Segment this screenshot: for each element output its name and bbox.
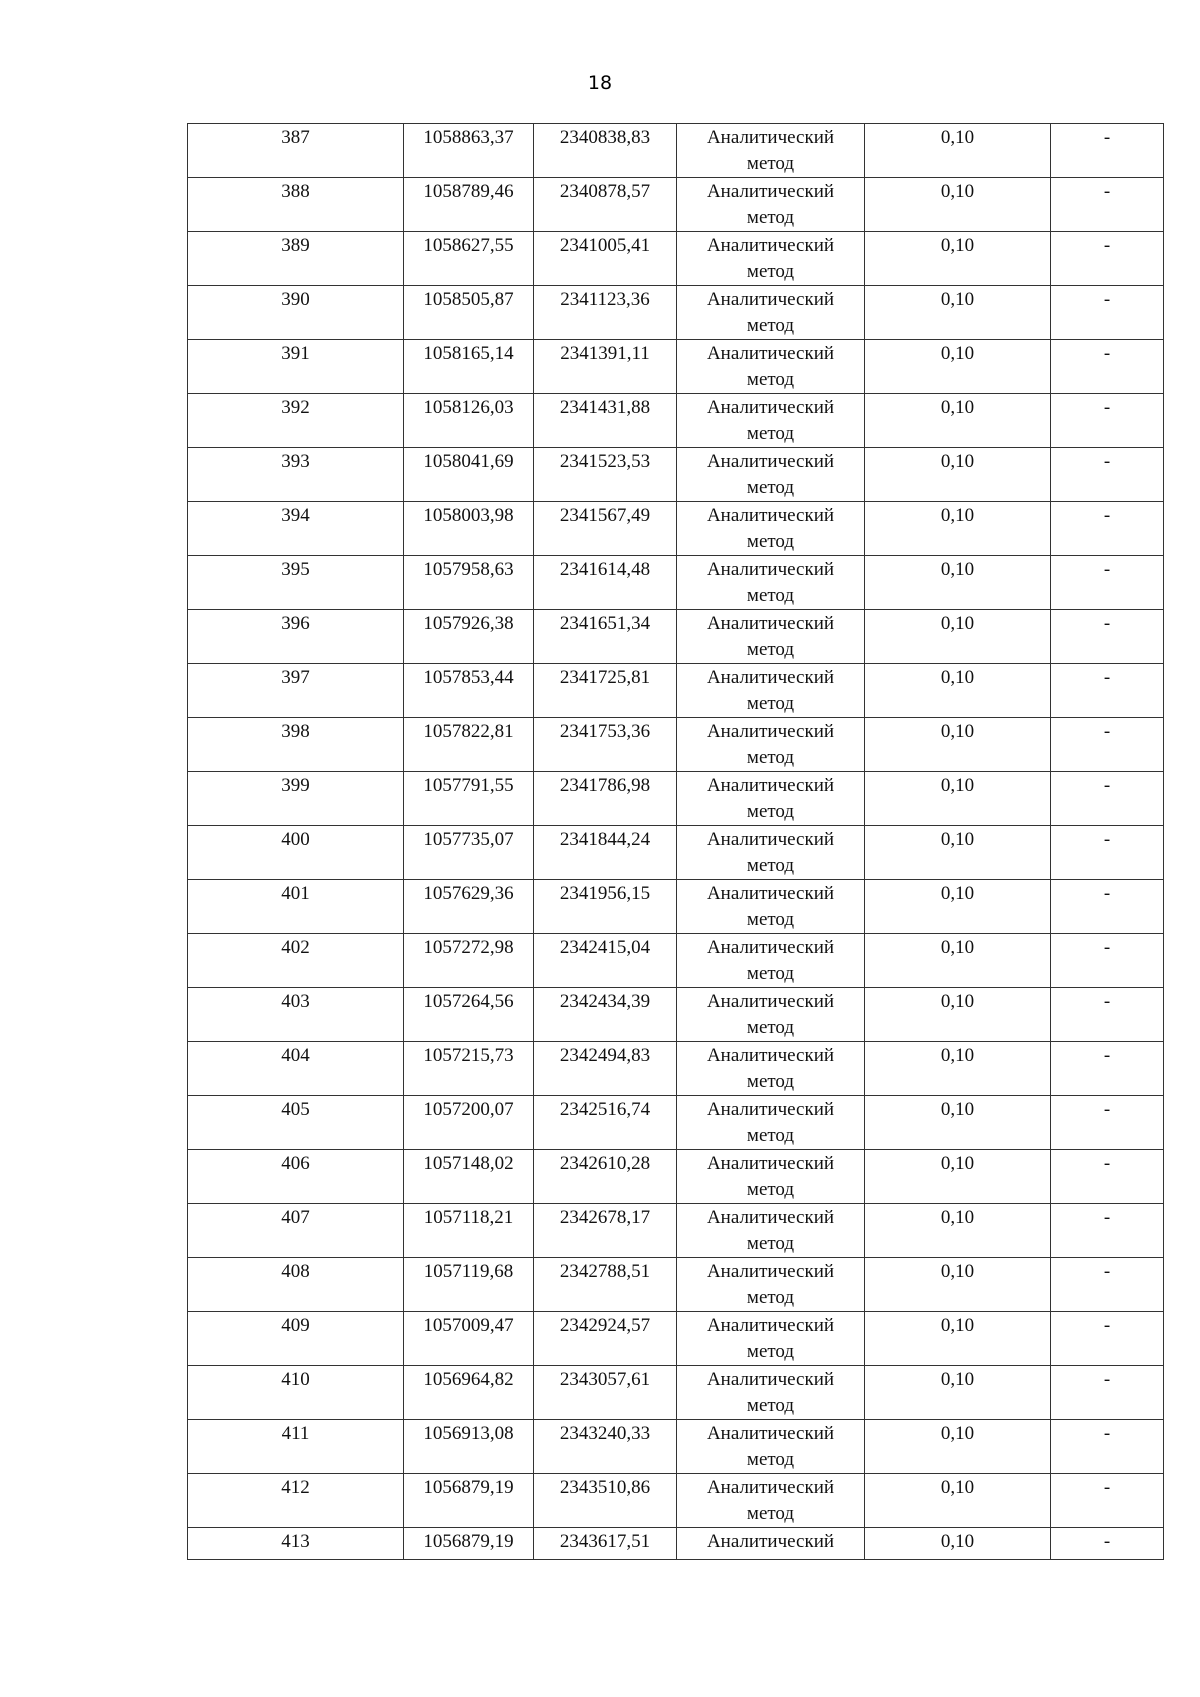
point-number-cell: 393 [188, 448, 404, 502]
point-number-cell: 405 [188, 1096, 404, 1150]
table-row [188, 664, 1164, 718]
note-cell: - [1051, 772, 1164, 826]
accuracy-cell: 0,10 [865, 394, 1051, 448]
accuracy-cell: 0,10 [865, 1258, 1051, 1312]
x-coordinate-cell: 1056879,19 [404, 1474, 534, 1528]
y-coordinate-cell: 2342610,28 [534, 1150, 677, 1204]
accuracy-cell: 0,10 [865, 988, 1051, 1042]
note-cell: - [1051, 1204, 1164, 1258]
x-coordinate-cell: 1058003,98 [404, 502, 534, 556]
table-row [188, 394, 1164, 448]
x-coordinate-cell: 1057629,36 [404, 880, 534, 934]
x-coordinate-cell: 1057148,02 [404, 1150, 534, 1204]
y-coordinate-cell: 2341123,36 [534, 286, 677, 340]
method-cell: Аналитический метод [677, 502, 865, 556]
point-number-cell: 407 [188, 1204, 404, 1258]
y-coordinate-cell: 2342415,04 [534, 934, 677, 988]
table-row [188, 1150, 1164, 1204]
accuracy-cell: 0,10 [865, 1204, 1051, 1258]
x-coordinate-cell: 1057272,98 [404, 934, 534, 988]
point-number-cell: 403 [188, 988, 404, 1042]
y-coordinate-cell: 2342924,57 [534, 1312, 677, 1366]
method-cell: Аналитический метод [677, 610, 865, 664]
table-row [188, 1474, 1164, 1528]
point-number-cell: 408 [188, 1258, 404, 1312]
y-coordinate-cell: 2341431,88 [534, 394, 677, 448]
method-cell: Аналитический метод [677, 448, 865, 502]
coordinates-table-body [188, 124, 1164, 1560]
accuracy-cell: 0,10 [865, 340, 1051, 394]
y-coordinate-cell: 2343617,51 [534, 1528, 677, 1560]
method-cell: Аналитический метод [677, 394, 865, 448]
method-cell: Аналитический метод [677, 1366, 865, 1420]
accuracy-cell: 0,10 [865, 664, 1051, 718]
y-coordinate-cell: 2341725,81 [534, 664, 677, 718]
accuracy-cell: 0,10 [865, 772, 1051, 826]
accuracy-cell: 0,10 [865, 880, 1051, 934]
table-row [188, 1420, 1164, 1474]
y-coordinate-cell: 2342434,39 [534, 988, 677, 1042]
y-coordinate-cell: 2343240,33 [534, 1420, 677, 1474]
method-cell: Аналитический метод [677, 1150, 865, 1204]
x-coordinate-cell: 1058041,69 [404, 448, 534, 502]
accuracy-cell: 0,10 [865, 178, 1051, 232]
table-row [188, 1042, 1164, 1096]
note-cell: - [1051, 934, 1164, 988]
table-row [188, 1258, 1164, 1312]
method-cell: Аналитический метод [677, 664, 865, 718]
y-coordinate-cell: 2341956,15 [534, 880, 677, 934]
accuracy-cell: 0,10 [865, 232, 1051, 286]
x-coordinate-cell: 1058789,46 [404, 178, 534, 232]
accuracy-cell: 0,10 [865, 1150, 1051, 1204]
point-number-cell: 412 [188, 1474, 404, 1528]
table-row [188, 178, 1164, 232]
note-cell: - [1051, 286, 1164, 340]
accuracy-cell: 0,10 [865, 502, 1051, 556]
method-cell: Аналитический метод [677, 772, 865, 826]
x-coordinate-cell: 1058627,55 [404, 232, 534, 286]
method-cell: Аналитический метод [677, 826, 865, 880]
point-number-cell: 409 [188, 1312, 404, 1366]
table-row [188, 610, 1164, 664]
point-number-cell: 387 [188, 124, 404, 178]
table-row [188, 934, 1164, 988]
x-coordinate-cell: 1058505,87 [404, 286, 534, 340]
table-row [188, 232, 1164, 286]
method-cell: Аналитический метод [677, 1420, 865, 1474]
accuracy-cell: 0,10 [865, 556, 1051, 610]
accuracy-cell: 0,10 [865, 610, 1051, 664]
point-number-cell: 396 [188, 610, 404, 664]
method-cell: Аналитический метод [677, 1042, 865, 1096]
method-cell: Аналитический метод [677, 178, 865, 232]
method-cell: Аналитический метод [677, 1474, 865, 1528]
table-row [188, 1312, 1164, 1366]
x-coordinate-cell: 1057118,21 [404, 1204, 534, 1258]
y-coordinate-cell: 2341391,11 [534, 340, 677, 394]
method-cell: Аналитический метод [677, 934, 865, 988]
y-coordinate-cell: 2341844,24 [534, 826, 677, 880]
x-coordinate-cell: 1058126,03 [404, 394, 534, 448]
x-coordinate-cell: 1057119,68 [404, 1258, 534, 1312]
x-coordinate-cell: 1057791,55 [404, 772, 534, 826]
table-row [188, 880, 1164, 934]
point-number-cell: 392 [188, 394, 404, 448]
accuracy-cell: 0,10 [865, 1420, 1051, 1474]
table-row [188, 826, 1164, 880]
y-coordinate-cell: 2340878,57 [534, 178, 677, 232]
method-cell: Аналитический метод [677, 1258, 865, 1312]
note-cell: - [1051, 1420, 1164, 1474]
accuracy-cell: 0,10 [865, 718, 1051, 772]
method-cell: Аналитический метод [677, 1096, 865, 1150]
point-number-cell: 410 [188, 1366, 404, 1420]
x-coordinate-cell: 1057200,07 [404, 1096, 534, 1150]
note-cell: - [1051, 124, 1164, 178]
method-cell: Аналитический метод [677, 880, 865, 934]
note-cell: - [1051, 610, 1164, 664]
point-number-cell: 398 [188, 718, 404, 772]
table-row [188, 340, 1164, 394]
note-cell: - [1051, 1258, 1164, 1312]
table-row [188, 502, 1164, 556]
y-coordinate-cell: 2342516,74 [534, 1096, 677, 1150]
y-coordinate-cell: 2341651,34 [534, 610, 677, 664]
accuracy-cell: 0,10 [865, 1042, 1051, 1096]
accuracy-cell: 0,10 [865, 286, 1051, 340]
x-coordinate-cell: 1056913,08 [404, 1420, 534, 1474]
table-row [188, 988, 1164, 1042]
table-row [188, 1204, 1164, 1258]
note-cell: - [1051, 448, 1164, 502]
method-cell: Аналитический метод [677, 718, 865, 772]
point-number-cell: 389 [188, 232, 404, 286]
note-cell: - [1051, 1528, 1164, 1560]
note-cell: - [1051, 502, 1164, 556]
method-cell: Аналитический метод [677, 286, 865, 340]
table-row [188, 718, 1164, 772]
note-cell: - [1051, 178, 1164, 232]
note-cell: - [1051, 664, 1164, 718]
note-cell: - [1051, 718, 1164, 772]
method-cell: Аналитический метод [677, 124, 865, 178]
point-number-cell: 395 [188, 556, 404, 610]
method-cell: Аналитический метод [677, 232, 865, 286]
point-number-cell: 390 [188, 286, 404, 340]
accuracy-cell: 0,10 [865, 1366, 1051, 1420]
note-cell: - [1051, 232, 1164, 286]
table-row [188, 448, 1164, 502]
x-coordinate-cell: 1057735,07 [404, 826, 534, 880]
note-cell: - [1051, 1042, 1164, 1096]
table-row [188, 1096, 1164, 1150]
accuracy-cell: 0,10 [865, 1528, 1051, 1560]
note-cell: - [1051, 826, 1164, 880]
method-cell: Аналитический метод [677, 988, 865, 1042]
accuracy-cell: 0,10 [865, 826, 1051, 880]
y-coordinate-cell: 2342788,51 [534, 1258, 677, 1312]
y-coordinate-cell: 2342494,83 [534, 1042, 677, 1096]
note-cell: - [1051, 1096, 1164, 1150]
note-cell: - [1051, 1312, 1164, 1366]
point-number-cell: 399 [188, 772, 404, 826]
method-cell: Аналитический метод [677, 1204, 865, 1258]
table-row [188, 1528, 1164, 1560]
x-coordinate-cell: 1057009,47 [404, 1312, 534, 1366]
point-number-cell: 401 [188, 880, 404, 934]
x-coordinate-cell: 1057822,81 [404, 718, 534, 772]
accuracy-cell: 0,10 [865, 1474, 1051, 1528]
y-coordinate-cell: 2341567,49 [534, 502, 677, 556]
point-number-cell: 413 [188, 1528, 404, 1560]
table-row [188, 286, 1164, 340]
point-number-cell: 406 [188, 1150, 404, 1204]
note-cell: - [1051, 556, 1164, 610]
point-number-cell: 397 [188, 664, 404, 718]
note-cell: - [1051, 988, 1164, 1042]
note-cell: - [1051, 1366, 1164, 1420]
x-coordinate-cell: 1057958,63 [404, 556, 534, 610]
coordinates-table [187, 123, 1164, 1560]
page-number: 18 [587, 72, 613, 94]
x-coordinate-cell: 1056879,19 [404, 1528, 534, 1560]
method-cell: Аналитический метод [677, 340, 865, 394]
y-coordinate-cell: 2343510,86 [534, 1474, 677, 1528]
point-number-cell: 402 [188, 934, 404, 988]
y-coordinate-cell: 2341614,48 [534, 556, 677, 610]
accuracy-cell: 0,10 [865, 1096, 1051, 1150]
accuracy-cell: 0,10 [865, 448, 1051, 502]
point-number-cell: 394 [188, 502, 404, 556]
note-cell: - [1051, 394, 1164, 448]
table-row [188, 556, 1164, 610]
x-coordinate-cell: 1057264,56 [404, 988, 534, 1042]
y-coordinate-cell: 2342678,17 [534, 1204, 677, 1258]
point-number-cell: 400 [188, 826, 404, 880]
y-coordinate-cell: 2341786,98 [534, 772, 677, 826]
table-row [188, 1366, 1164, 1420]
x-coordinate-cell: 1057853,44 [404, 664, 534, 718]
y-coordinate-cell: 2341753,36 [534, 718, 677, 772]
method-cell: Аналитический метод [677, 556, 865, 610]
accuracy-cell: 0,10 [865, 934, 1051, 988]
accuracy-cell: 0,10 [865, 124, 1051, 178]
x-coordinate-cell: 1056964,82 [404, 1366, 534, 1420]
y-coordinate-cell: 2343057,61 [534, 1366, 677, 1420]
x-coordinate-cell: 1057926,38 [404, 610, 534, 664]
y-coordinate-cell: 2340838,83 [534, 124, 677, 178]
note-cell: - [1051, 1150, 1164, 1204]
table-row [188, 772, 1164, 826]
y-coordinate-cell: 2341523,53 [534, 448, 677, 502]
point-number-cell: 411 [188, 1420, 404, 1474]
x-coordinate-cell: 1058863,37 [404, 124, 534, 178]
note-cell: - [1051, 1474, 1164, 1528]
point-number-cell: 404 [188, 1042, 404, 1096]
note-cell: - [1051, 340, 1164, 394]
accuracy-cell: 0,10 [865, 1312, 1051, 1366]
method-cell: Аналитический метод [677, 1312, 865, 1366]
y-coordinate-cell: 2341005,41 [534, 232, 677, 286]
point-number-cell: 388 [188, 178, 404, 232]
table-row [188, 124, 1164, 178]
note-cell: - [1051, 880, 1164, 934]
x-coordinate-cell: 1058165,14 [404, 340, 534, 394]
method-cell: Аналитический [677, 1528, 865, 1560]
point-number-cell: 391 [188, 340, 404, 394]
x-coordinate-cell: 1057215,73 [404, 1042, 534, 1096]
